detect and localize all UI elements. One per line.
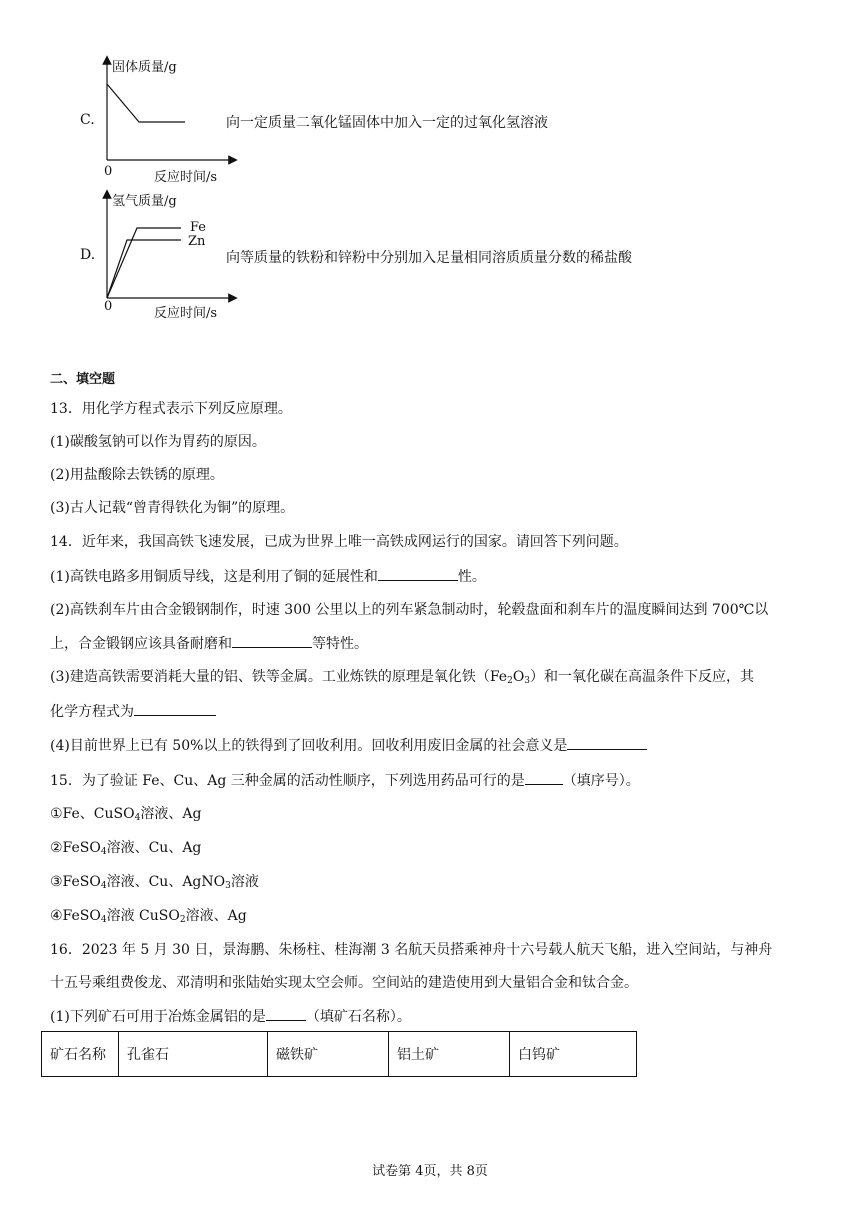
option-text: ②FeSO [50, 840, 101, 856]
x-axis-label: 反应时间/s [154, 170, 218, 185]
origin-label: 0 [104, 299, 113, 314]
q15-stem-text: 15．为了验证 Fe、Cu、Ag 三种金属的活动性顺序，下列选用药品可行的是 [50, 773, 525, 789]
q13-part1: (1)碳酸氢钠可以作为胃药的原因。 [50, 434, 266, 450]
answer-blank[interactable] [525, 770, 563, 785]
answer-blank[interactable] [567, 735, 647, 750]
origin-label: 0 [104, 164, 113, 179]
q13-stem: 13．用化学方程式表示下列反应原理。 [50, 401, 292, 417]
q14-part2-line1: (2)高铁刹车片由合金锻钢制作，时速 300 公里以上的列车紧急制动时，轮毂盘面和刹车片的温度瞬间达到 700℃以 [50, 602, 769, 618]
option-text: 溶液 [230, 874, 259, 890]
answer-blank[interactable] [134, 701, 216, 716]
subscript: 4 [134, 813, 141, 823]
q14-part2-suffix: 等特性。 [312, 636, 368, 652]
q15-option3 [50, 872, 259, 892]
subscript: 3 [225, 881, 231, 891]
series-line [107, 84, 185, 122]
table-row [42, 1032, 637, 1077]
q14-part3-label: 化学方程式为 [50, 704, 134, 720]
section-title: 二、填空题 [50, 372, 116, 387]
q15-option1 [50, 804, 201, 824]
q16-stem-line1: 16．2023 年 5 月 30 日，景海鹏、朱杨柱、桂海潮 3 名航天员搭乘神舟十六号载人航天飞船，进入空间站，与神舟 [50, 942, 773, 958]
option-text: 溶液、Cu、Ag [106, 840, 202, 856]
option-c-text: 向一定质量二氧化锰固体中加入一定的过氧化氢溶液 [226, 115, 548, 131]
q15-stem [50, 770, 640, 791]
q14-part3-text: (3)建造高铁需要消耗大量的铝、铁等金属。工业炼铁的原理是氧化铁（Fe [50, 669, 508, 685]
q14-part3-line1 [50, 667, 754, 687]
table-cell: 白钨矿 [510, 1032, 637, 1077]
option-text: 溶液、Ag [185, 908, 247, 924]
option-text: ①Fe、CuSO [50, 806, 135, 822]
q13-part3: (3)古人记载“曾青得铁化为铜”的原理。 [50, 500, 295, 516]
answer-blank[interactable] [378, 566, 458, 581]
legend-fe: Fe [190, 220, 207, 235]
q14-part4 [50, 735, 647, 756]
option-text: ③FeSO [50, 874, 101, 890]
q15-stem-suffix: （填序号）。 [562, 773, 640, 789]
answer-blank[interactable] [232, 633, 312, 648]
option-text: 溶液、Cu、AgNO [106, 874, 226, 890]
q14-part2-line2 [50, 633, 368, 654]
option-text: 溶液 CuSO [106, 908, 180, 924]
y-axis-label: 氢气质量/g [112, 194, 177, 209]
q14-part4-text: (4)目前世界上已有 50%以上的铁得到了回收利用。回收利用废旧金属的社会意义是 [50, 738, 568, 754]
table-cell: 孔雀石 [119, 1032, 268, 1077]
subscript: 4 [100, 881, 107, 891]
option-text: 溶液、Ag [140, 806, 202, 822]
q14-part1-suffix: 性。 [457, 569, 486, 585]
legend-zn: Zn [188, 234, 206, 249]
q14-stem: 14．近年来，我国高铁飞速发展，已成为世界上唯一高铁成网运行的国家。请回答下列问题。 [50, 534, 628, 550]
option-text: ④FeSO [50, 908, 101, 924]
q14-part3-line2 [50, 701, 216, 722]
table-cell: 矿石名称 [42, 1032, 119, 1077]
series-fe-line [107, 228, 181, 298]
x-axis-label: 反应时间/s [154, 306, 218, 321]
q14-part1-text: (1)高铁电路多用铜质导线，这是利用了铜的延展性和 [50, 569, 378, 585]
q14-part3-text-end: ）和一氧化碳在高温条件下反应，其 [530, 669, 755, 685]
table-cell: 磁铁矿 [268, 1032, 389, 1077]
q16-part1 [50, 1006, 411, 1027]
page-footer: 试卷第 4页，共 8页 [372, 1164, 488, 1179]
y-axis-label: 固体质量/g [112, 60, 177, 75]
q16-stem-line2: 十五号乘组费俊龙、邓清明和张陆始实现太空会师。空间站的建造使用到大量铝合金和钛合金。 [50, 975, 638, 991]
option-d-text: 向等质量的铁粉和锌粉中分别加入足量相同溶质质量分数的稀盐酸 [226, 250, 632, 266]
answer-blank[interactable] [266, 1006, 306, 1021]
subscript: 4 [100, 847, 107, 857]
series-zn-line [107, 240, 181, 298]
q15-option4 [50, 906, 247, 926]
q16-part1-text: (1)下列矿石可用于冶炼金属铝的是 [50, 1009, 266, 1025]
formula-part: O [512, 669, 525, 685]
q14-part2-text: 上，合金锻钢应该具备耐磨和 [50, 636, 232, 652]
q16-part1-suffix: （填矿石名称）。 [305, 1009, 411, 1025]
option-c-letter: C. [80, 112, 95, 128]
table-cell: 铝土矿 [389, 1032, 510, 1077]
subscript: 4 [100, 915, 107, 925]
subscript: 2 [507, 676, 513, 686]
option-d-letter: D. [80, 247, 96, 263]
ore-table [41, 1031, 637, 1077]
q13-part2: (2)用盐酸除去铁锈的原理。 [50, 467, 224, 483]
q15-option2 [50, 838, 201, 858]
q14-part1 [50, 566, 486, 587]
subscript: 2 [179, 915, 186, 925]
subscript: 3 [524, 676, 531, 686]
